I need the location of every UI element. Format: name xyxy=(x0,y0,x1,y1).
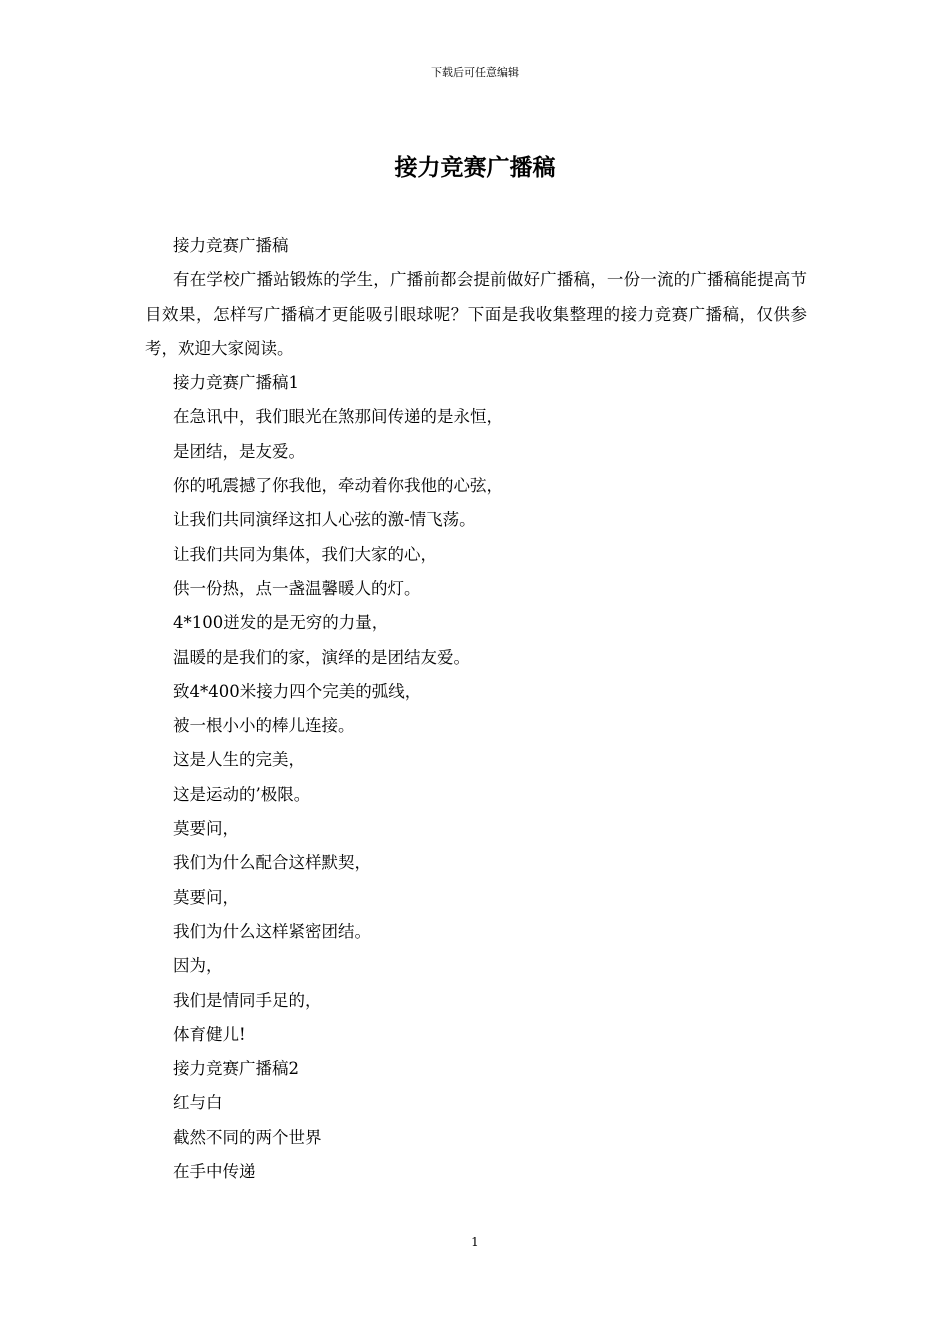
paragraph: 莫要问， xyxy=(173,887,239,907)
paragraph: 我们是情同手足的， xyxy=(173,990,322,1010)
paragraph: 因为， xyxy=(173,956,223,976)
paragraph: 这是人生的完美， xyxy=(173,750,305,770)
paragraph: 我们为什么这样紧密团结。 xyxy=(173,921,371,941)
paragraph: 红与白 xyxy=(173,1093,223,1113)
paragraph: 这是运动的’极限。 xyxy=(173,784,311,804)
paragraph: 我们为什么配合这样默契， xyxy=(173,853,371,873)
paragraph: 是团结，是友爱。 xyxy=(173,441,305,461)
paragraph: 供一份热，点一盏温馨暖人的灯。 xyxy=(173,578,421,598)
page-number: 1 xyxy=(471,1235,479,1249)
paragraph: 接力竞赛广播稿1 xyxy=(173,373,299,393)
paragraph: 你的吼震撼了你我他，牵动着你我他的心弦， xyxy=(173,476,503,496)
paragraph: 截然不同的两个世界 xyxy=(173,1127,322,1147)
paragraph: 被一根小小的棒儿连接。 xyxy=(173,716,355,736)
paragraph: 4*100迸发的是无穷的力量， xyxy=(173,613,389,633)
paragraph: 让我们共同演绎这扣人心弦的激-情飞荡。 xyxy=(173,510,476,530)
paragraph: 在手中传递 xyxy=(173,1162,256,1182)
paragraph: 接力竞赛广播稿2 xyxy=(173,1059,299,1079)
document-title: 接力竞赛广播稿 xyxy=(394,154,556,181)
page-header: 下载后可任意编辑 xyxy=(431,66,519,79)
paragraph: 在急讯中，我们眼光在煞那间传递的是永恒， xyxy=(173,407,503,427)
paragraph: 体育健儿! xyxy=(173,1024,246,1044)
paragraph: 莫要问， xyxy=(173,819,239,839)
paragraph: 接力竞赛广播稿 xyxy=(173,236,289,255)
document-body xyxy=(145,229,807,1189)
paragraph: 让我们共同为集体，我们大家的心， xyxy=(173,544,437,564)
paragraph: 有在学校广播站锻炼的学生，广播前都会提前做好广播稿，一份一流的广播稿能提高节目效果，怎样写广播稿才更能吸引眼球呢？下面是我收集整理的接力竞赛广播稿，仅供参考，欢迎大家阅读。 xyxy=(145,270,807,358)
paragraph: 致4*400米接力四个完美的弧线， xyxy=(173,681,422,701)
paragraph: 温暖的是我们的家，演绎的是团结友爱。 xyxy=(173,647,470,667)
